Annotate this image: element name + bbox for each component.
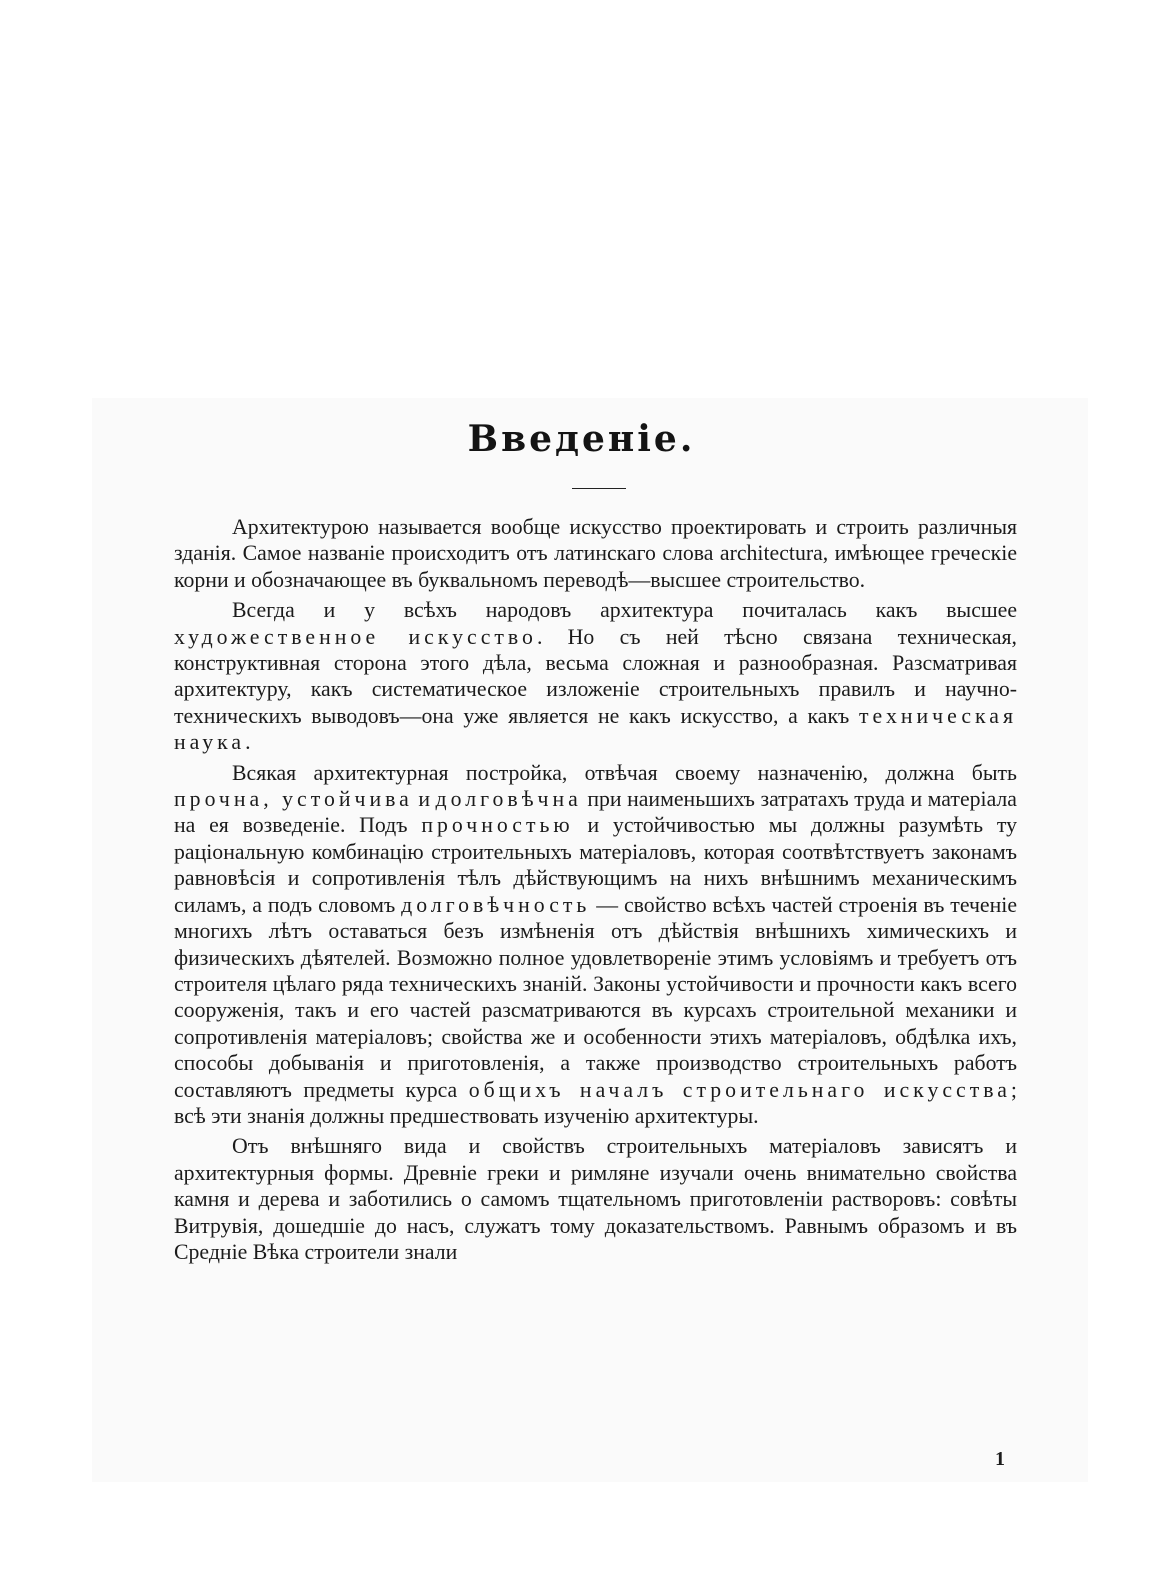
emphasized-text: долговѣчность [401, 892, 591, 917]
emphasized-text: художественное искусство [174, 624, 537, 649]
paragraph-text: при наименьшихъ затратахъ труда и матеріала на ея возведеніе. Подъ [174, 787, 1017, 838]
emphasized-text: прочна, устойчива [174, 787, 413, 812]
page-number: 1 [995, 1448, 1005, 1470]
paragraph-text: . Но съ ней тѣсно связана техническая, конструктивная сторона этого дѣла, весьма сложная и разнообразная. Разсматривая архитектуру, какъ систематическое изложеніе строительныхъ правилъ и научно-техническихъ выводовъ—она уже является не какъ искусство, а какъ [174, 624, 1017, 728]
paragraph-text: и устойчивостью мы должны разумѣть ту раціональную комбинацію строительныхъ матеріаловъ, которая соотвѣтствуетъ законамъ равновѣсія и сопротивленія тѣлъ дѣйствующимъ на нихъ внѣшнимъ механическимъ силамъ, а подъ словомъ [174, 813, 1017, 917]
paragraph-text: Отъ внѣшняго вида и свойствъ строительныхъ матеріаловъ зависятъ и архитектурныя формы. Древніе греки и римляне изучали очень внимательно свойства камня и дерева и заботились о самомъ тщательномъ приготовленіи растворовъ: совѣты Витрувія, дошедшіе до насъ, служатъ тому доказательствомъ. Равнымъ образомъ и въ Средніе Вѣка строители знали [174, 1134, 1017, 1264]
paragraph-text: Всегда и у всѣхъ народовъ архитектура почиталась какъ высшее [232, 598, 1017, 623]
emphasized-text: техническая наука [174, 703, 1017, 755]
paragraph-text: — свойство всѣхъ частей строенія въ теченіе многихъ лѣтъ оставаться безъ измѣненія отъ дѣйствія внѣшнихъ химическихъ и физическихъ дѣятелей. Возможно полное удовлетвореніе этимъ условіямъ и требуетъ отъ строителя цѣлаго ряда техническихъ знаній. Законы устойчивости и прочности какъ всего сооруженія, такъ и его частей разсматриваются въ курсахъ строительной механики и сопротивленія матеріаловъ; свойства же и особенности этихъ матеріаловъ, обдѣлка ихъ, способы добыванія и приготовленія, а также производство строительныхъ работъ составляютъ предметы курса [174, 892, 1017, 1102]
paragraph-text: ; всѣ эти знанія должны предшествовать изученію архитектуры. [174, 1077, 1017, 1128]
paragraph-text: . [245, 730, 251, 755]
paragraph-1 [174, 514, 1017, 593]
paragraph-2 [174, 597, 1017, 755]
emphasized-text: долговѣчна [435, 787, 582, 812]
title-divider [572, 488, 626, 489]
emphasized-text: прочностью [421, 813, 574, 838]
paragraph-text: Архитектурою называется вообще искусство проектировать и строить различныя зданія. Самое названіе происходитъ отъ латинскаго слова architectura, имѣющее греческіе корни и обозначающее въ буквальномъ переводѣ—высшее строительство. [174, 515, 1017, 592]
page-title: Введеніе. [467, 418, 696, 460]
paragraph-4 [174, 1133, 1017, 1265]
emphasized-text: общихъ началъ строительнаго искусства [468, 1077, 1011, 1102]
paragraph-3 [174, 760, 1017, 1130]
paragraph-text: и [412, 787, 436, 812]
paragraph-text: Всякая архитектурная постройка, отвѣчая своему назначенію, должна быть [232, 760, 1017, 785]
body-text [174, 514, 1017, 1265]
